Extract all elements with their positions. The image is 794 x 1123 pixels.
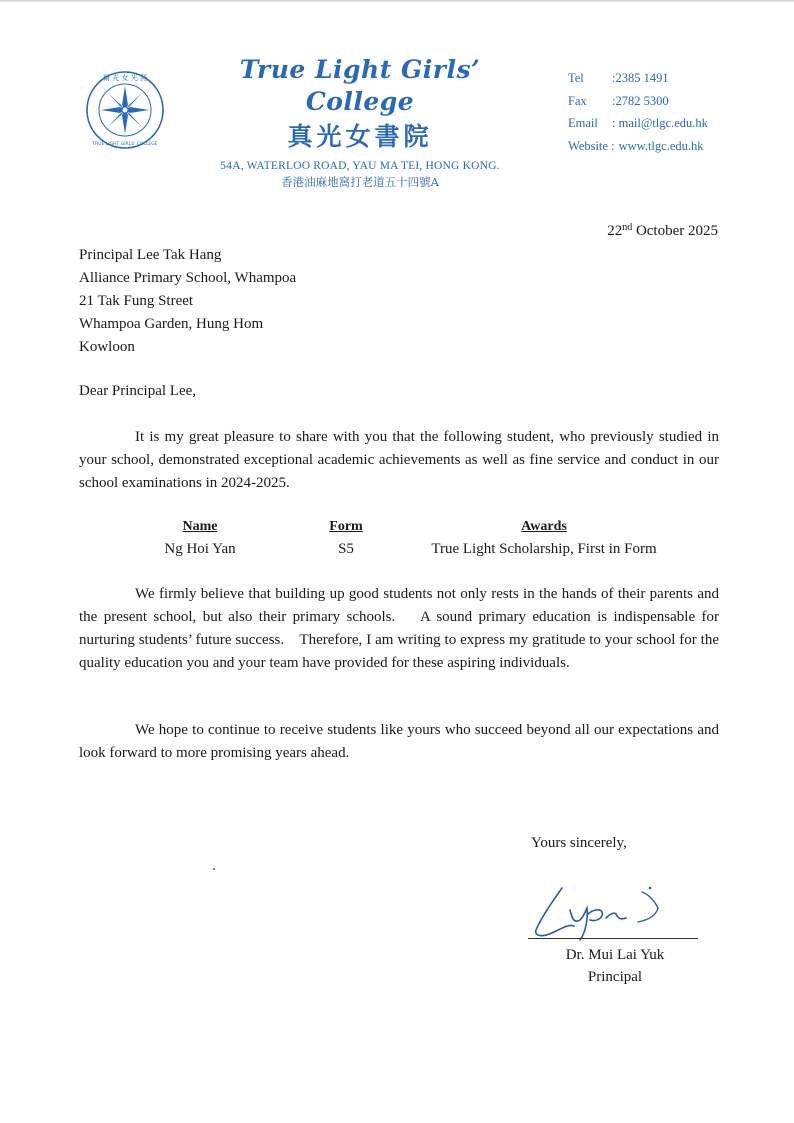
table-cell-form: S5: [338, 541, 354, 557]
email-label: Email: [568, 116, 598, 130]
svg-text:TRUE LIGHT GIRLS' COLLEGE: TRUE LIGHT GIRLS' COLLEGE: [92, 142, 158, 147]
recipient-line: Whampoa Garden, Hung Hom: [79, 316, 264, 332]
signer-name: Dr. Mui Lai Yuk: [565, 947, 665, 963]
contact-block: [568, 67, 708, 157]
school-address-english: 54A, WATERLOO ROAD, YAU MA TEI, HONG KONG.: [220, 160, 500, 172]
body-paragraph-2: We firmly believe that building up good students not only rests in the hands of their parents and the present school, but also their primary schools. A sound primary education is indispensable for nurturing students’ future success. Therefore, I am writing to express my gratitude to your school for the quality education you and your team have provided for these aspiring individuals.: [79, 586, 723, 671]
closing: Yours sincerely,: [531, 835, 627, 851]
fax-label: Fax: [568, 93, 587, 108]
website-value: www.tlgc.edu.hk: [618, 138, 704, 153]
date-month-year: October 2025: [632, 223, 718, 239]
school-seal-logo: [85, 70, 165, 150]
handwritten-signature: [530, 880, 675, 942]
letter-date: [607, 221, 718, 241]
salutation: Dear Principal Lee,: [79, 383, 197, 399]
website-label: Website :: [568, 138, 615, 153]
signature-line: [528, 938, 698, 939]
email-value: : mail@tlgc.edu.hk: [612, 116, 708, 130]
recipient-line: Principal Lee Tak Hang: [79, 247, 222, 263]
fax-value: :2782 5300: [612, 93, 669, 108]
date-day: 22: [607, 223, 623, 239]
contact-fax: [568, 90, 708, 113]
school-address-chinese: 香港油麻地窩打老道五十四號A: [281, 175, 439, 189]
body-paragraph-1: It is my great pleasure to share with you that the following student, who previously studied in your school, demonstrated exceptional academic achievements as well as fine service and conduct in our school examinations in 2024-2025.: [79, 429, 719, 491]
recipient-line: Kowloon: [79, 339, 135, 355]
school-name-english: True Light Girls’ College: [239, 55, 481, 116]
table-cell-name: Ng Hoi Yan: [164, 541, 236, 557]
recipient-line: 21 Tak Fung Street: [79, 293, 194, 309]
contact-email: [568, 112, 708, 135]
svg-text:爾 光 女 光 照: 爾 光 女 光 照: [103, 74, 147, 82]
signer-title: Principal: [587, 969, 643, 985]
scan-speck: [213, 868, 215, 870]
signer-block: [540, 944, 690, 988]
recipient-address: [79, 244, 296, 359]
tel-value: :2385 1491: [612, 71, 669, 85]
body-paragraph-3: We hope to continue to receive students like yours who succeed beyond all our expectations and look forward to more promising years ahead.: [79, 722, 719, 761]
table-cell-awards: True Light Scholarship, First in Form: [431, 541, 657, 557]
table-header-form: Form: [329, 519, 363, 534]
table-header-awards: Awards: [521, 519, 567, 534]
scan-top-edge: [0, 0, 794, 3]
table-header-name: Name: [182, 519, 218, 534]
contact-website: [568, 135, 708, 158]
date-suffix: nd: [622, 222, 633, 233]
recipient-line: Alliance Primary School, Whampoa: [79, 270, 297, 286]
contact-tel: [568, 67, 708, 90]
tel-label: Tel: [568, 71, 584, 85]
letterhead-center: [190, 54, 530, 191]
school-name-chinese: 真光女書院: [287, 122, 433, 151]
